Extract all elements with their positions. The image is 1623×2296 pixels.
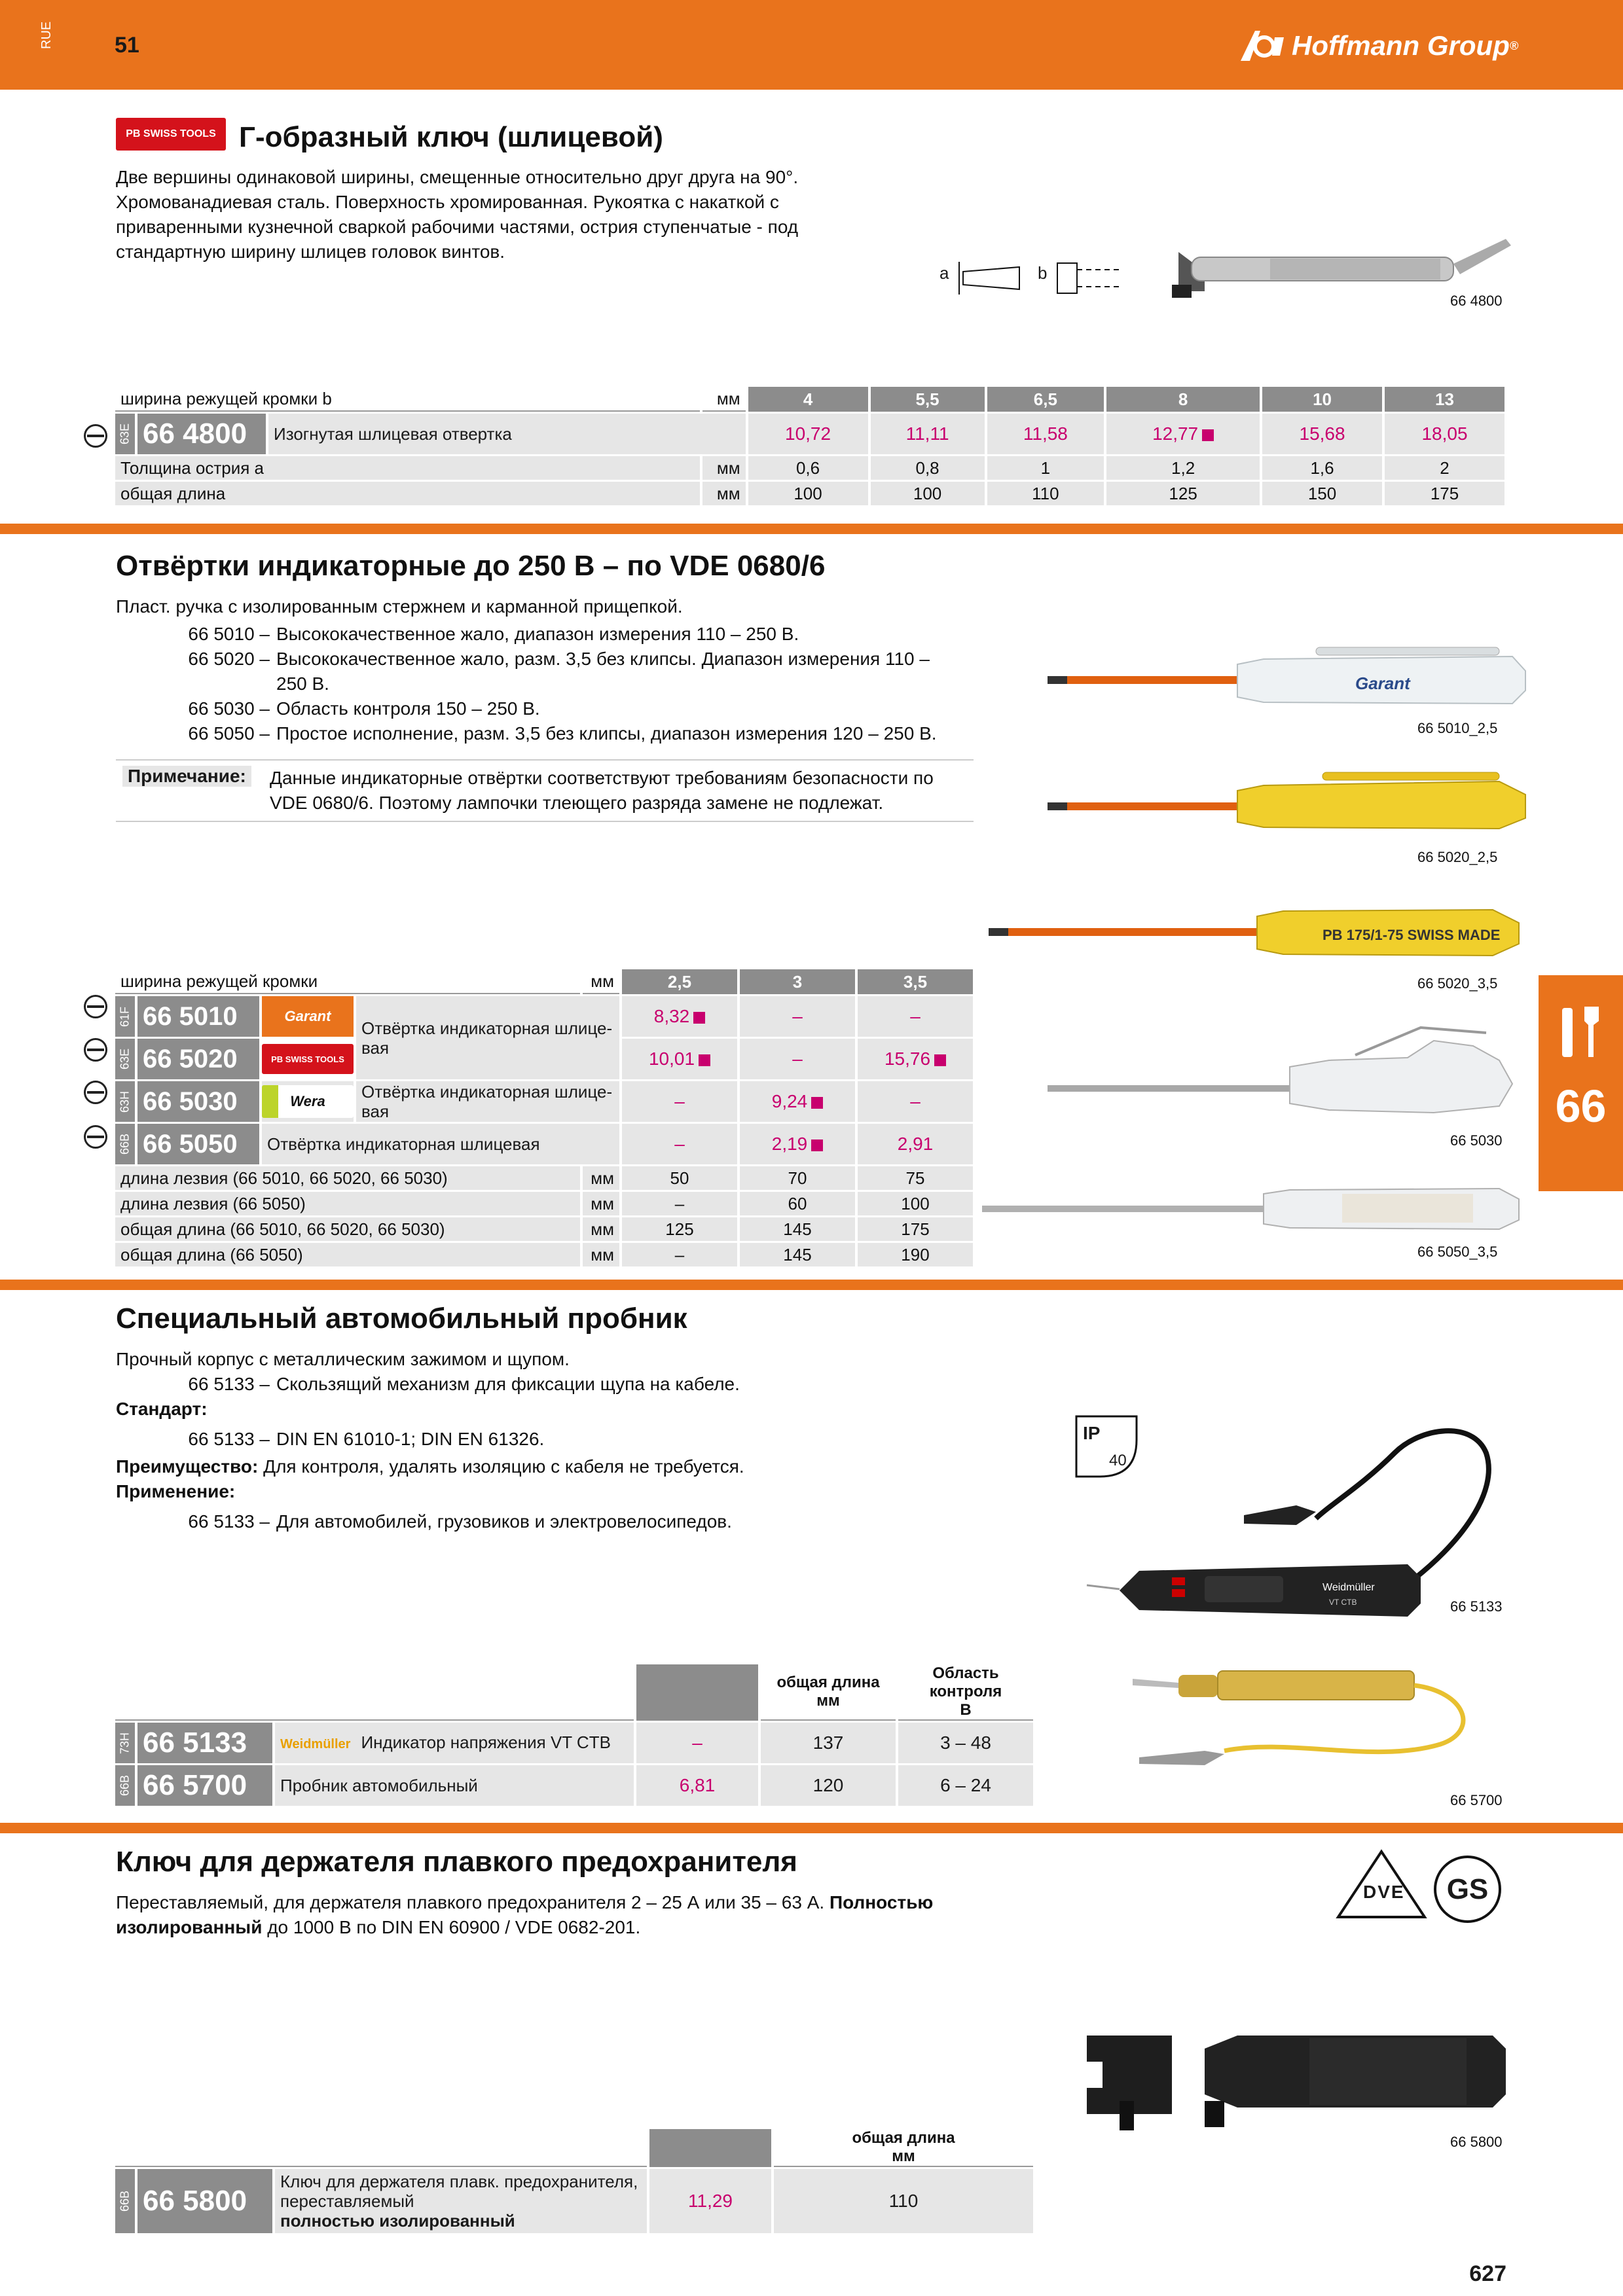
ip40-badge: IP 40 xyxy=(1074,1414,1139,1479)
table-row: Толщина острия а мм 0,6 0,8 1 1,2 1,6 2 xyxy=(115,456,1504,480)
screwdriver-photo-665030 xyxy=(1041,1021,1539,1126)
page-number: 627 xyxy=(1469,2261,1506,2286)
stock-marker xyxy=(811,1139,823,1151)
dimension-sketch: a b xyxy=(939,255,1123,301)
photo-code: 66 5020_2,5 xyxy=(1417,849,1498,865)
table-row[interactable]: 61F 66 5010 Garant Отвёртка индикаторная шлице- вая 8,32 – – xyxy=(115,996,973,1037)
table-row[interactable]: 66B 66 5800 Ключ для держателя плавк. предохранителя, переставляемый полностью изолированный 11,29 110 xyxy=(115,2169,1033,2233)
section1-table: ширина режущей кромки b мм 4 5,5 6,5 8 10 13 63E 66 4800 Изогнутая шлицевая отвертка 10,72 11,11 11,58 12,77 15,68 18,05 Толщина острия а мм 0,6 0,8 1 1,2 1,6 2 общая длина мм 100 100 110 125 150 175 xyxy=(113,385,1507,507)
table-row[interactable]: 63H 66 5030 Wera Отвёртка индикаторная шлице- вая – 9,24 – xyxy=(115,1081,973,1122)
stock-marker xyxy=(693,1012,705,1024)
svg-text:PB 175/1-75 SWISS MADE: PB 175/1-75 SWISS MADE xyxy=(1322,927,1501,943)
article-code: 66 5700 xyxy=(137,1765,272,1806)
pb-swiss-tools-logo: PB SWISS TOOLS xyxy=(116,118,226,151)
hoffmann-logo-icon xyxy=(1241,29,1286,62)
section-divider xyxy=(0,1823,1623,1833)
slotted-icon xyxy=(84,995,107,1018)
article-code: 66 5800 xyxy=(137,2169,272,2233)
stock-marker xyxy=(699,1054,710,1066)
garant-logo: Garant xyxy=(284,1008,331,1024)
table-row[interactable]: 73H 66 5133 Weidmüller Индикатор напряжения VT CTB – 137 3 – 48 xyxy=(115,1723,1033,1763)
note-box: Примечание: Данные индикаторные отвёртки соответствуют требованиям безопасности по VDE 0680/6. Поэтому лампочки тлеющего разряда замене не подлежат. xyxy=(116,759,974,822)
table-row: общая длина (66 5010, 66 5020, 66 5030) мм 125 145 175 xyxy=(115,1217,973,1241)
table-row: общая длина (66 5050) мм – 145 190 xyxy=(115,1243,973,1266)
slotted-icon xyxy=(84,1038,107,1062)
table-row: общая длина мм 100 100 110 125 150 175 xyxy=(115,482,1504,505)
screwdriver-photo-665010 xyxy=(1041,638,1539,710)
article-code: 66 4800 xyxy=(137,414,266,454)
table-row[interactable]: 66B 66 5700 Пробник автомобильный 6,81 120 6 – 24 xyxy=(115,1765,1033,1806)
svg-text:VT CTB: VT CTB xyxy=(1329,1598,1357,1607)
screwdriver-photo-665020 xyxy=(1041,766,1539,838)
photo-code: 66 5010_2,5 xyxy=(1417,720,1498,736)
svg-text:Weidmüller: Weidmüller xyxy=(1322,1582,1375,1593)
weidmueller-logo: Weidmüller xyxy=(280,1736,351,1751)
stock-marker xyxy=(1202,429,1214,441)
table-row[interactable]: 63E 66 5020 PB SWISS TOOLS 10,01 – 15,76 xyxy=(115,1039,973,1079)
section3-table: общая длина мм Область контроля В 73H 66 5133 Weidmüller Индикатор напряжения VT CTB – 137 3 – 48 66B 66 5700 Пробник автомобильный 6,81 120 6 – 24 xyxy=(113,1662,1036,1808)
article-code: 66 5020 xyxy=(137,1039,259,1079)
slotted-icon xyxy=(84,1081,107,1104)
slotted-icon xyxy=(84,1125,107,1149)
section2-title: Отвёртки индикаторные до 250 В – по VDE 0680/6 xyxy=(116,550,826,582)
pb-swiss-tools-logo: PB SWISS TOOLS xyxy=(262,1044,354,1074)
table-row[interactable]: 66B 66 5050 Отвёртка индикаторная шлицевая – 2,19 2,91 xyxy=(115,1124,973,1164)
table-row[interactable]: 63E 66 4800 Изогнутая шлицевая отвертка 10,72 11,11 11,58 12,77 15,68 18,05 xyxy=(115,414,1504,454)
article-code: 66 5050 xyxy=(137,1124,259,1164)
slotted-icon xyxy=(84,424,107,448)
section3-title: Специальный автомобильный пробник xyxy=(116,1302,687,1335)
article-code: 66 5010 xyxy=(137,996,259,1037)
hoffmann-logo[interactable] xyxy=(1241,26,1518,65)
language-code: RUE xyxy=(39,21,54,49)
table-row: длина лезвия (66 5050) мм – 60 100 xyxy=(115,1192,973,1215)
photo-code: 66 5800 xyxy=(1450,2134,1503,2150)
photo-code: 66 5030 xyxy=(1450,1132,1503,1149)
auto-tester-photo xyxy=(1126,1653,1519,1784)
catalog-page-left: 51 xyxy=(115,33,139,58)
gs-cert-icon: GS xyxy=(1434,1856,1501,1923)
section2-table: ширина режущей кромки мм 2,5 3 3,5 61F 66 5010 Garant Отвёртка индикаторная шлице- вая 8,32 – – 63E 66 5020 PB SWISS TOOLS 10,01 – 15,76 63H 66 5030 Wera Отвёртка индикаторная шлице- вая – 9,24 – 66B 66 5050 Отвёртка индикаторная шлицевая – 2,19 2,91 длина лезвия (66 5010, 66 5020, 66 5030) мм 50 70 75 длина лезвия (66 5050) мм – 60 100 общая длина (66 5010, 66 5020, 66 5030) мм 125 145 175 общая длина (66 5050) мм – 145 190 xyxy=(113,967,976,1268)
section1-description: Две вершины одинаковой ширины, смещенные относительно друг друга на 90°. Хромованадиевая сталь. Поверхность хромированная. Рукоятка с накаткой с приваренными кузнечной сваркой рабочими частями, острия ступенчатые - под стандартную ширину шлицев головок винтов. xyxy=(116,167,799,262)
table-row: длина лезвия (66 5010, 66 5020, 66 5030) мм 50 70 75 xyxy=(115,1166,973,1190)
stock-marker xyxy=(934,1054,946,1066)
tools-icon xyxy=(1558,1001,1604,1060)
svg-text:Garant: Garant xyxy=(1355,673,1410,693)
chapter-tab[interactable]: 66 xyxy=(1539,975,1623,1191)
article-code: 66 5133 xyxy=(137,1723,272,1763)
dve-cert-icon: DVE xyxy=(1336,1849,1427,1921)
photo-code: 66 5700 xyxy=(1450,1792,1503,1808)
fuse-key-photo xyxy=(1074,2022,1519,2147)
stock-marker xyxy=(811,1097,823,1109)
article-code: 66 5030 xyxy=(137,1081,259,1122)
section4-title: Ключ для держателя плавкого предохранителя xyxy=(116,1846,797,1878)
section1-title: Г-образный ключ (шлицевой) xyxy=(239,121,663,153)
section4-description: Переставляемый, для держателя плавкого предохранителя 2 – 25 А или 35 – 63 А. Полностью изолированный до 1000 В по DIN EN 60900 / VDE 0682-201. xyxy=(116,1892,934,1937)
brand-name: Hoffmann Group xyxy=(1292,30,1510,61)
photo-code: 66 5050_3,5 xyxy=(1417,1244,1498,1260)
item-list: 66 5010 – Высококачественное жало, диапазон измерения 110 – 250 В. 66 5020 – Высококачественное жало, разм. 3,5 без клипсы. Диапазон измерения 110 – 250 В. 66 5030 – Область контроля 150 – 250 В. 66 5050 – Простое исполнение, разм. 3,5 без клипсы, диапазон измерения 120 – 250 В. xyxy=(188,624,937,744)
screwdriver-photo-665050 xyxy=(976,1178,1539,1237)
top-bar xyxy=(0,0,1623,90)
section-divider xyxy=(0,1280,1623,1290)
registered-mark: ® xyxy=(1509,39,1519,52)
photo-code: 66 5133 xyxy=(1450,1598,1503,1615)
photo-code: 66 5020_3,5 xyxy=(1417,975,1498,992)
section3-text: Прочный корпус с металлическим зажимом и щупом. 66 5133 – Скользящий механизм для фиксации щупа на кабеле. Стандарт: 66 5133 – DIN EN 61010-1; DIN EN 61326. Преимущество: Для контроля, удалять изоляцию с кабеля не требуется. Применение: 66 5133 – Для автомобилей, грузовиков и электровелосипедов. xyxy=(116,1349,744,1532)
wera-logo: Wera xyxy=(262,1085,354,1118)
section-divider xyxy=(0,524,1623,534)
voltage-tester-photo xyxy=(1080,1414,1506,1630)
section2-intro: Пласт. ручка с изолированным стержнем и карманной прищепкой. xyxy=(116,596,683,617)
section4-table: общая длина мм 66B 66 5800 Ключ для держателя плавк. предохранителя, переставляемый полностью изолированный 11,29 110 xyxy=(113,2127,1036,2235)
screwdriver-photo-665020-35 xyxy=(982,897,1539,969)
photo-code: 66 4800 xyxy=(1450,293,1503,309)
